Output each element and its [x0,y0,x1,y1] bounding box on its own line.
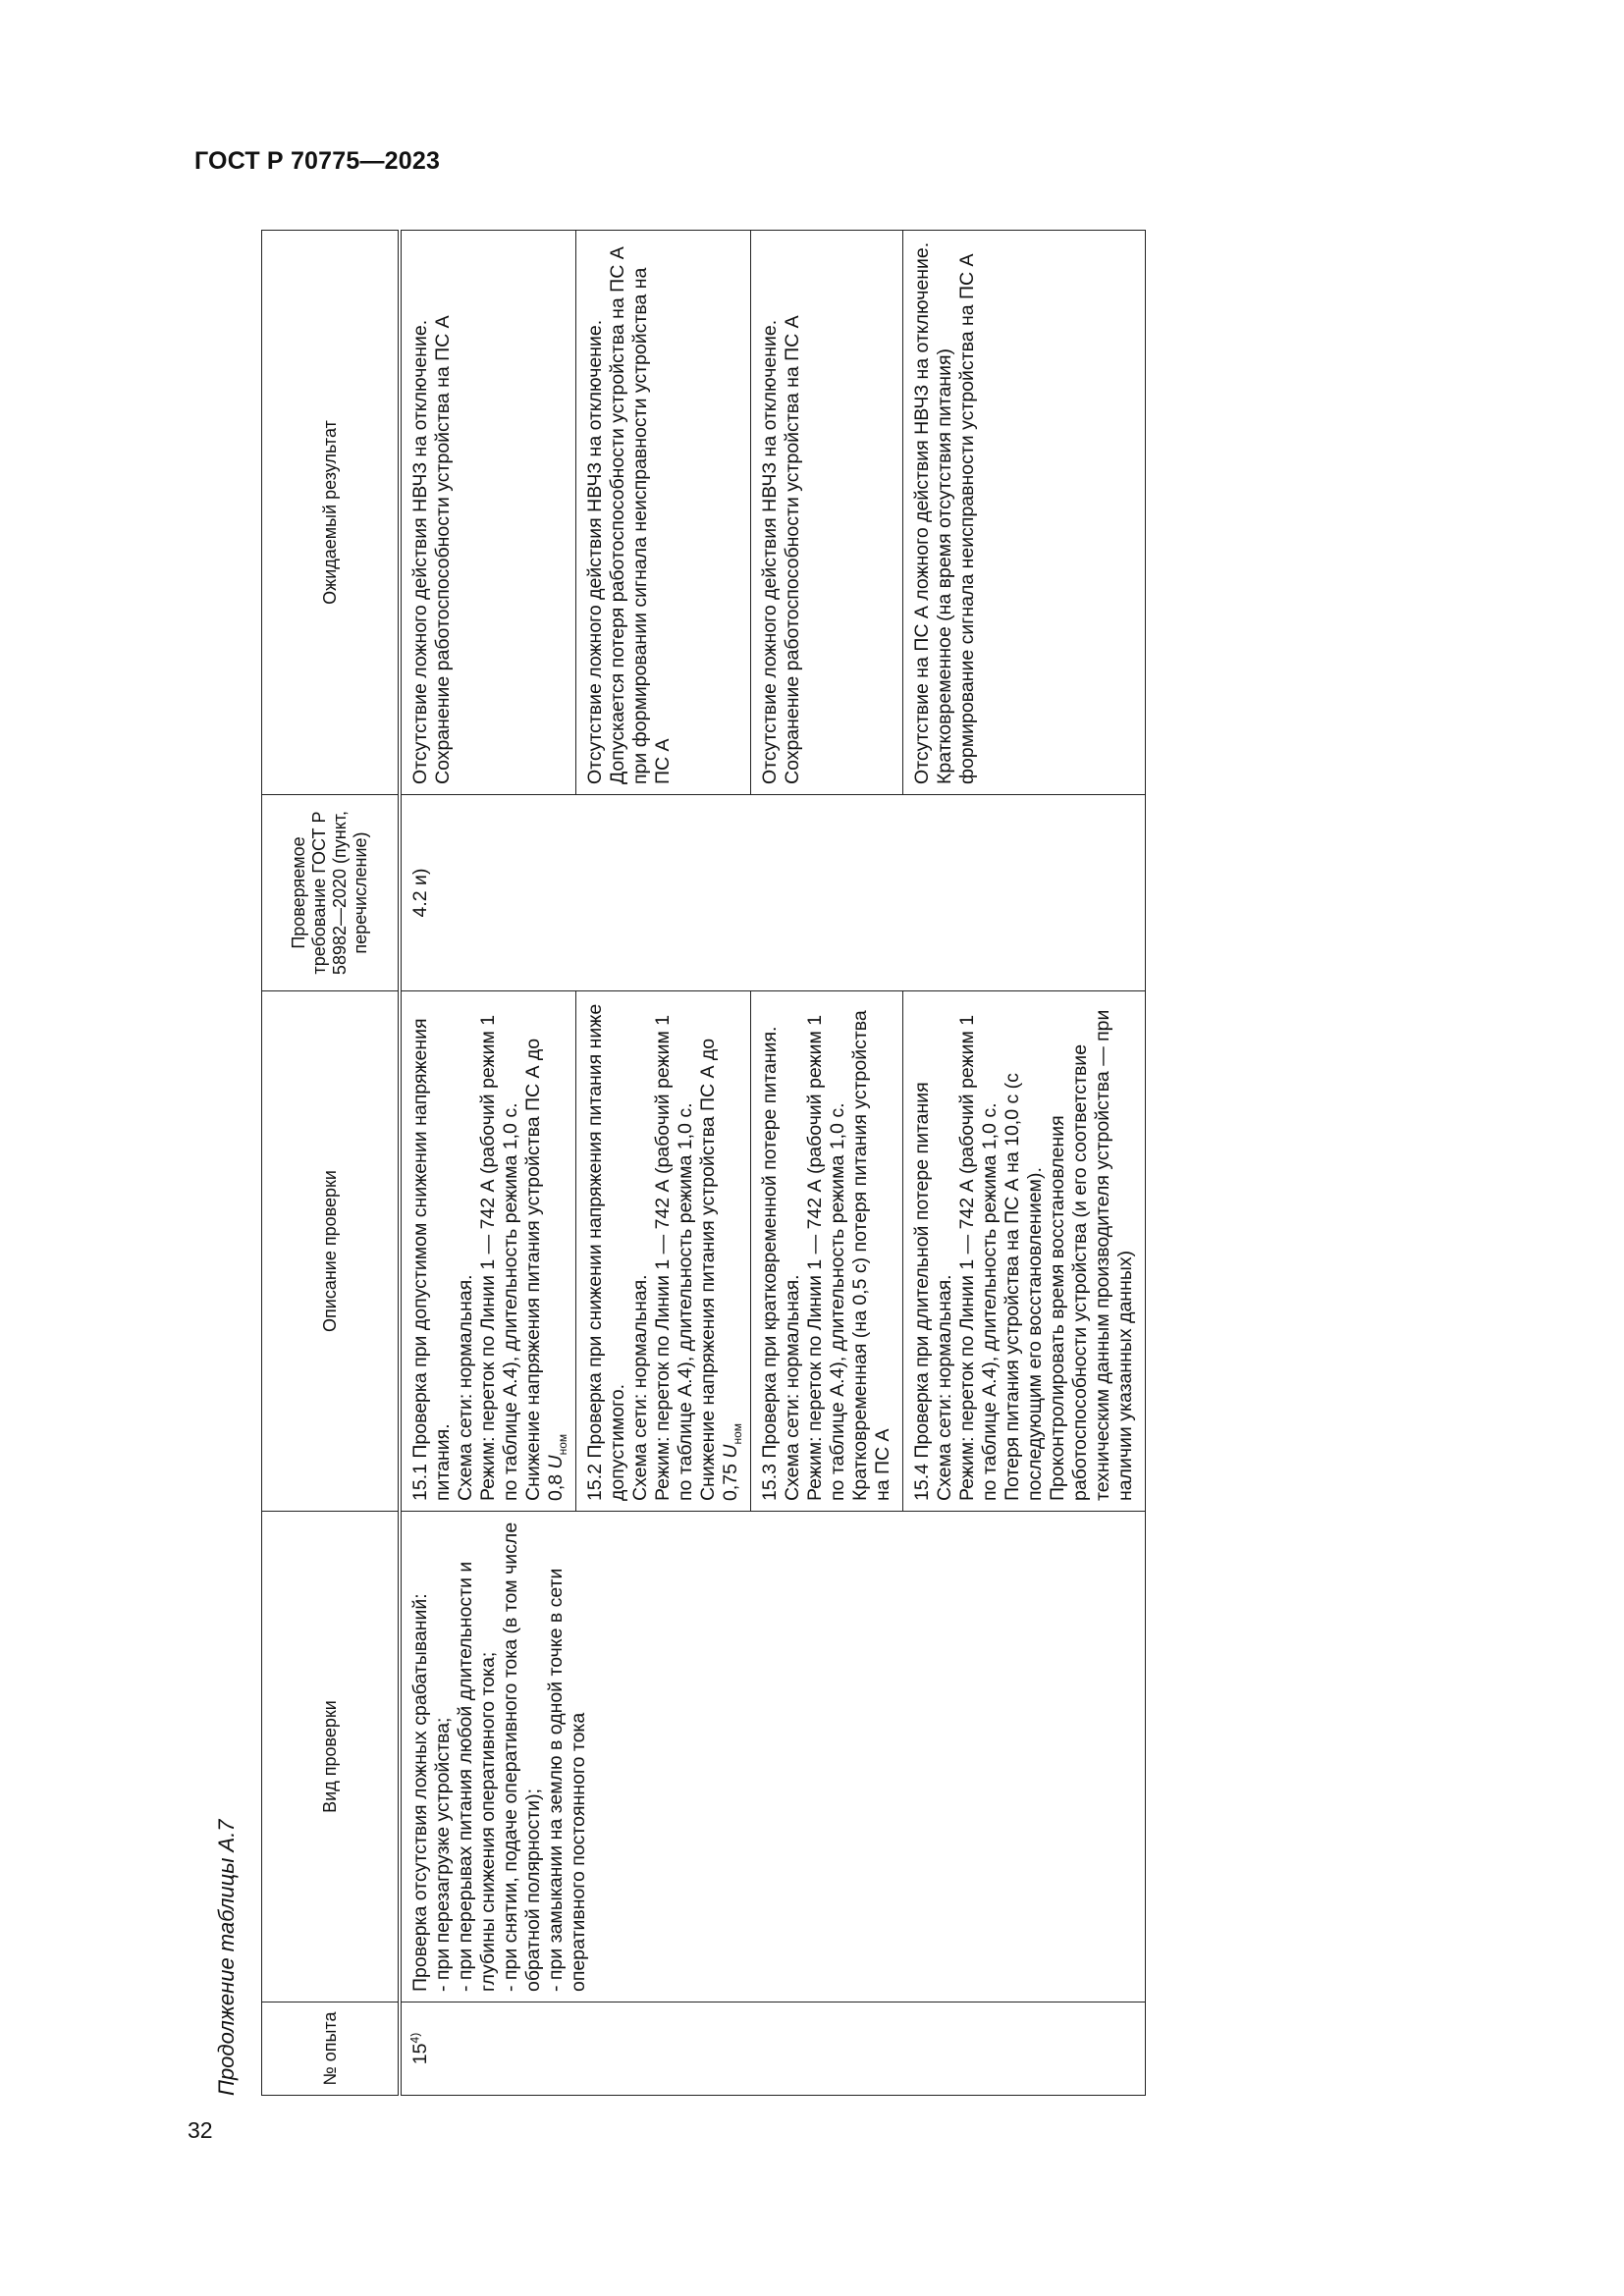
row-footnote-ref: 4) [407,2032,422,2044]
expected-15-1: Отсутствие ложного действия НВЧЗ на отключение. Сохранение работоспособности устройства на ПС А [409,315,454,784]
description-15-3: 15.3 Проверка при кратковременной потере питания. Схема сети: нормальная. Режим: переток по Линии 1 — 742 А (рабочий режим 1 по таблице А.4), длительность режима 1,0 с. Кратковременная (на 0,5 с) потеря питания устройства на ПС А [759,1010,893,1501]
cell-expected-15-4 [903,231,1146,795]
cell-description-15-2 [576,991,751,1512]
header-num: № опыта [262,2002,401,2096]
cell-expected-15-1 [400,231,576,795]
cell-requirement [400,795,1146,991]
description-15-1: 15.1 Проверка при допустимом снижении напряжения питания. Схема сети: нормальная. Режим: переток по Линии 1 — 742 А (рабочий режим 1 по таблице А.4), длительность режима 1,0 с. Снижение напряжения питания устройства ПС А до [409,1014,544,1501]
header-description: Описание проверки [262,991,401,1512]
cell-description-15-4 [903,991,1146,1512]
cell-expected-15-2 [576,231,751,795]
cell-kind [400,1512,1146,2002]
requirement-ref: 4.2 и) [409,868,431,918]
voltage-15-1: 0,8 $U_{ном}$ [545,1433,569,1501]
header-kind: Вид проверки [262,1512,401,2002]
expected-15-3: Отсутствие ложного действия НВЧЗ на отключение. Сохранение работоспособности устройства на ПС А [759,315,803,784]
page-number: 32 [188,2117,213,2143]
document-standard-id: ГОСТ Р 70775—2023 [194,147,441,175]
voltage-15-2: 0,75 $U_{ном}$ [720,1422,744,1501]
table-header-row [262,231,401,2096]
expected-15-2: Отсутствие ложного действия НВЧЗ на отключение. Допускается потеря работоспособности устройства на ПС А при формировании сигнала неисправности устройства на ПС А [584,246,674,784]
test-table [261,230,1146,2096]
cell-expected-15-3 [751,231,903,795]
cell-description-15-1 [400,991,576,1512]
table-row [400,231,576,2096]
row-number: 15 [409,2043,431,2065]
cell-num [400,2002,1146,2096]
header-requirement: Проверяемое требование ГОСТ Р 58982—2020 (пункт, перечисление) [262,795,401,991]
table-caption: Продолжение таблицы А.7 [214,1819,239,2096]
description-15-4: 15.4 Проверка при длительной потере питания Схема сети: нормальная. Режим: переток по Линии 1 — 742 А (рабочий режим 1 по таблице А.4), длительность режима 1,0 с. Потеря питания устройства на ПС А на 10,0 с (с последующим его восстановлением). Проконтролировать время восстановления работоспособности устройства (и его соответствие техническим данным производителя устройства — при наличии указанных данных) [911,1009,1136,1501]
cell-description-15-3 [751,991,903,1512]
check-kind-text: Проверка отсутствия ложных срабатываний: - при перезагрузке устройства; - при перерывах питания любой длительности и глубины снижения оперативного тока; - при снятии, подаче оперативного тока (в том числе обратной полярности); - при замыкании на землю в одной точке в сети оперативного постоянного тока [409,1522,589,1992]
expected-15-4: Отсутствие на ПС А ложного действия НВЧЗ на отключение. Кратковременное (на время отсутствия питания) формирование сигнала неисправности устройства на ПС А [911,241,978,784]
header-expected: Ожидаемый результат [262,231,401,795]
rotated-table-sheet [214,231,1136,2096]
description-15-2: 15.2 Проверка при снижении напряжения питания ниже допустимого. Схема сети: нормальная. Режим: переток по Линии 1 — 742 А (рабочий режим 1 по таблице А.4), длительность режима 1,0 с. Снижение напряжения питания устройства ПС А до [584,1003,719,1501]
